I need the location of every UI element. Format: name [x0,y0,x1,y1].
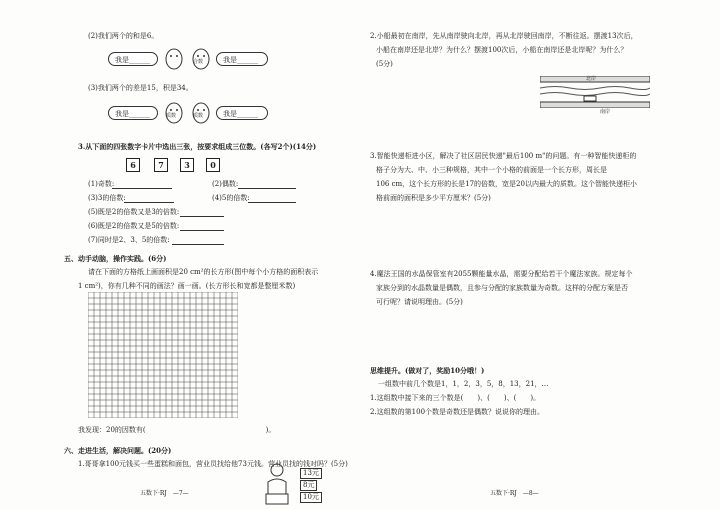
shopkeeper-illustration [262,462,292,506]
section5-line2: 1 cm²)，你有几种不同的画法？画一画。(长方形长和宽都是整厘米数) [78,282,296,290]
number-card: 3 [180,158,194,172]
q3-line3: 106 cm，这个长方形的长是17的倍数，宽是20以内最大的质数。这个智能快递柜小 [376,180,637,188]
answer-bubble-left[interactable]: 我是______ [108,52,158,66]
think-title: 思维提升。(做对了，奖励10分哦！) [370,366,485,375]
answer-bubble-left[interactable]: 我是______ [108,106,158,120]
price-tag-other: 10元 [300,492,322,503]
north-bank-label: 北岸 [586,76,597,82]
answer-blank[interactable] [180,208,224,217]
q4-line2: 家族分到的水晶数量是偶数，且参与分配的家族数量为奇数。这样的分配方案是否 [376,284,628,292]
character-tag: 质数 [193,113,204,119]
character-icon [163,44,185,70]
answer-blank[interactable] [124,194,174,203]
section6-q1: 1.哥哥拿100元钱买一些蛋糕和面包，营业员找给他73元钱。营业员找的钱对吗？(5分) [78,460,348,468]
character-tag: 合数 [193,59,204,65]
answer-blank[interactable] [172,236,224,245]
answer-bubble-right[interactable]: 我是______ [216,52,268,66]
answer-blank[interactable] [238,180,296,189]
q2-line3: (5分) [376,60,393,68]
finding-label: 我发现：20的因数有( )。 [78,426,276,434]
think-sequence: 一组数中前几个数是1，1，2，3，5，8，13，21，… [378,380,549,388]
q3-line1: 3.智能快递柜进小区，解决了社区居民快递"最后100 m"的问题。有一种智能快递柜的 [370,152,637,160]
answer-blank[interactable] [180,222,224,231]
grid-paper[interactable] [88,292,238,418]
answer-blank[interactable] [248,194,296,203]
item-odd: (1)奇数: [88,180,115,188]
section6-title: 六、走进生活，解决问题。(20分) [64,446,172,455]
q3-line2: 格子分为大、中、小三种规格，其中一个小格的前面是一个长方形，周长是 [376,166,607,174]
price-tag-bread: 8元 [300,480,317,491]
item-mult2-5: (6)既是2的倍数又是5的倍数: [88,222,180,230]
price-tag-cake: 13元 [300,468,322,479]
section3-title: 3.从下面的四张数字卡片中选出三张，按要求组成三位数。(各写2个)(14分) [78,142,317,151]
right-page [360,0,720,509]
item-mult5: (4)5的倍数: [212,194,250,202]
item-mult3: (3)3的倍数: [88,194,126,202]
think-q2: 2.这组数的第100个数是奇数还是偶数？说说你的理由。 [370,408,545,416]
section5-title: 五、动手动脑，操作实践。(6分) [64,254,167,263]
number-card: 6 [126,158,140,172]
number-card: 0 [206,158,220,172]
q3-label: (3)我们两个的差是15，积是34。 [88,84,193,92]
answer-blank[interactable] [112,180,172,189]
q4-line1: 4.魔法王国的水晶保管室有2055颗能量水晶，需要分配给若干个魔法家族。规定每个 [370,270,633,278]
q2-label: (2)我们两个的和是6。 [88,32,159,40]
character-tag: 质数 [166,113,177,119]
number-card: 7 [154,158,168,172]
q3-line4: 格前面的面积是多少平方厘米？(5分) [376,194,491,202]
think-q1: 1.这组数中接下来的三个数是( )、( )、( )。 [370,394,541,402]
q2-line2: 小船在南岸还是北岸？为什么？摆渡100次后，小船在南岸还是北岸呢？为什么？ [376,46,628,54]
answer-bubble-right[interactable]: 我是______ [216,106,268,120]
q4-line3: 可行呢？请说明理由。(5分) [376,298,463,306]
item-mult2-3-5: (7)同时是2、3、5的倍数: [88,236,170,244]
page-footer: 五数下·RJ —8— [490,490,539,497]
q2-line1: 2.小船最初在南岸，先从南岸驶向北岸，再从北岸驶回南岸，不断往返。摆渡13次后， [370,32,638,40]
item-even: (2)偶数: [212,180,239,188]
section5-line1: 请在下面的方格纸上画面积是20 cm²的长方形(图中每个小方格的面积表示 [88,268,319,276]
south-bank-label: 南岸 [600,109,611,115]
page-footer: 五数下·RJ —7— [140,490,189,497]
item-mult2-3: (5)既是2的倍数又是3的倍数: [88,208,180,216]
